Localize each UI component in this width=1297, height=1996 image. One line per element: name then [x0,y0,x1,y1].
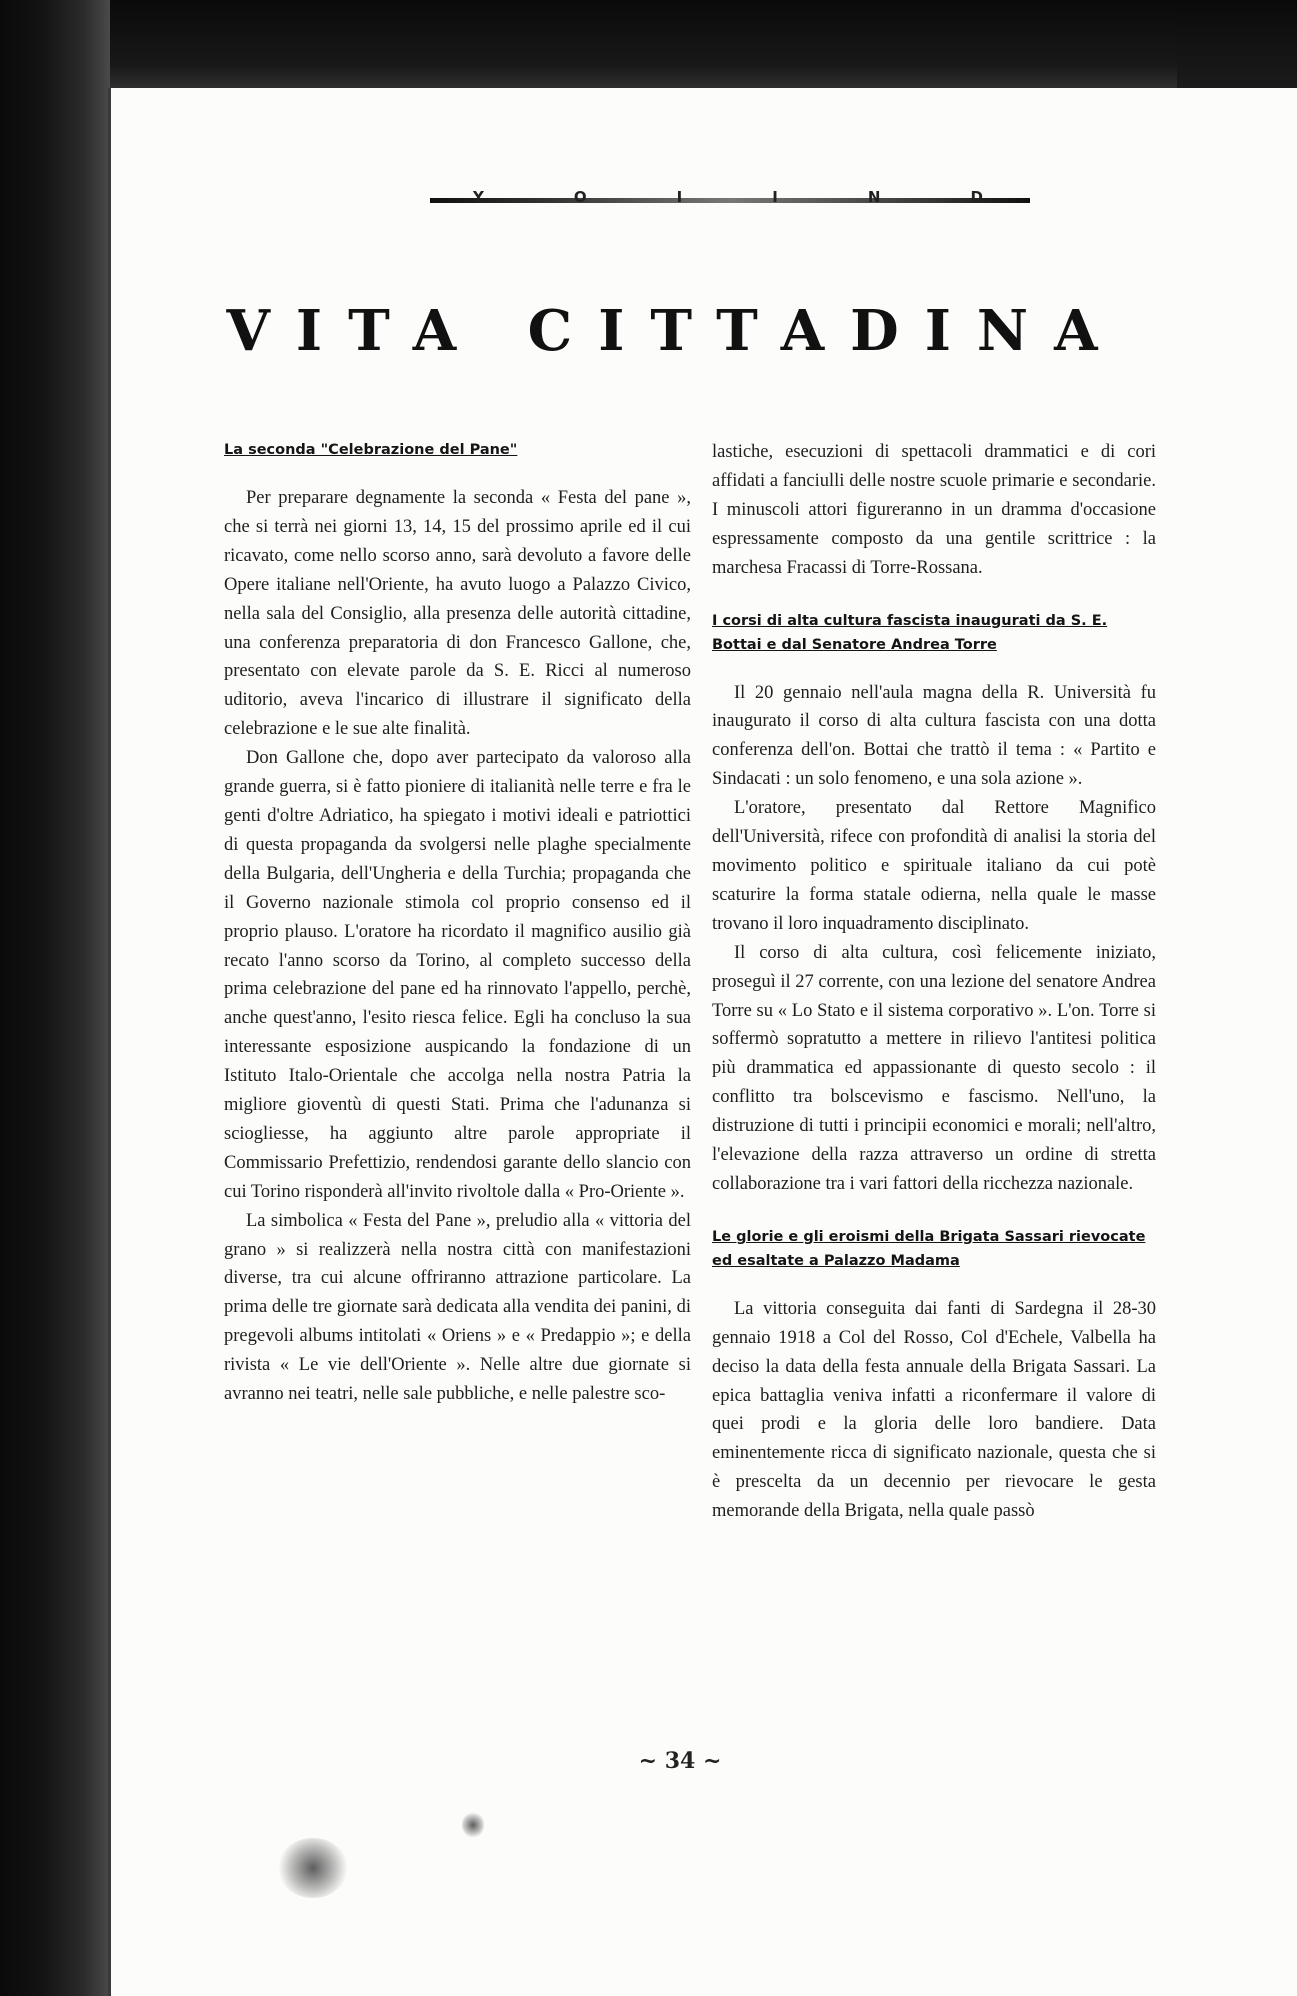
section-title-celebrazione-pane: La seconda "Celebrazione del Pane" [224,442,518,458]
ornament-letter: I [772,188,782,206]
paragraph: Il 20 gennaio nell'aula magna della R. Università fu inaugurato il corso di alta cultura fascista con una dotta conferenza dell'on. Bottai che trattò il tema : « Partito e Sindacati : un solo fenomeno, e una sola azione ». [712,682,1156,790]
ornament-letter: D [970,188,987,206]
section-title-corsi-cultura: I corsi di alta cultura fascista inaugurati da S. E. Bottai e dal Senatore Andrea Torre [712,612,1108,653]
ornament-letter: N [867,188,885,206]
ornament-letter: I [676,188,687,206]
paragraph-continuation: lastiche, esecuzioni di spettacoli drammatici e di cori affidati a fanciulli delle nostre scuole primarie e secondarie. I minuscoli attori figureranno in un dramma d'occasione espressamente composto da una gentile scrittrice : la marchesa Fracassi di Torre-Rossana. [712,442,1156,578]
paragraph: L'oratore, presentato dal Rettore Magnifico dell'Università, rifece con profondità di analisi la storia del movimento politico e spirituale italiano da cui potè scaturire la forma statale odierna, nella quale le masse trovano il loro inquadramento disciplinato. [712,798,1156,934]
ornament-letters [430,186,1030,208]
scan-border-left [0,0,110,1996]
left-column [224,438,691,1409]
header-ornament [430,186,1030,208]
page-number [600,1748,760,1778]
page-number-value: 34 [664,1748,696,1774]
scan-border-top [0,0,1297,92]
page-number-ornament-right: ~ [702,1748,722,1774]
ornament-letter: Y [473,188,488,206]
ink-smudge [278,1838,348,1898]
right-column [712,438,1156,1526]
paragraph: La simbolica « Festa del Pane », preludio alla « vittoria del grano » si realizzerà nella nostra città con manifestazioni diverse, tra cui alcune offriranno attrazione particolare. La prima delle tre giornate sarà dedicata alla vendita dei panini, di pregevoli albums intitolati « Oriens » e « Predappio »; e della rivista « Le vie dell'Oriente ». Nelle altre due giornate si avranno nei teatri, nelle sale pubbliche, e nelle palestre sco- [224,1210,691,1405]
ornament-letter: O [573,188,591,206]
paragraph: Don Gallone che, dopo aver partecipato da valoroso alla grande guerra, si è fatto pioniere di italianità nelle terre e fra le genti d'oltre Adriatico, ha spiegato i motivi ideali e patriottici di questa propaganda da svolgersi nelle plaghe specialmente della Bulgaria, dell'Ungheria e della Turchia; propaganda che il Governo nazionale stimola col proprio consenso ed il proprio plauso. L'oratore ha ricordato il magnifico ausilio già recato l'anno scorso da Torino, al completo successo della prima celebrazione del pane ed ha rinnovato l'appello, perchè, anche quest'anno, l'esito riesca felice. Egli ha concluso la sua interessante esposizione auspicando la fondazione di un Istituto Italo-Orientale che accolga nella nostra Patria la migliore gioventù di questi Stati. Prima che l'adunanza si sciogliesse, ha aggiunto altre parole appropriate il Commissario Prefettizio, rendendosi garante dello slancio con cui Torino risponderà all'invito rivoltole dalla « Pro-Oriente ». [224,748,691,1202]
paragraph: Per preparare degnamente la seconda « Festa del pane », che si terrà nei giorni 13, 14, 15 del prossimo aprile ed il cui ricavato, come nello scorso anno, sarà devoluto a favore delle Opere italiane nell'Oriente, ha avuto luogo a Palazzo Civico, nella sala del Consiglio, alla presenza delle autorità cittadine, una conferenza preparatoria di don Francesco Gallone, che, presentato con elevate parole da S. E. Ricci al numeroso uditorio, aveva l'incarico di illustrare il significato della celebrazione e le sue alte finalità. [224,488,691,740]
ink-speck [462,1812,484,1838]
paragraph: La vittoria conseguita dai fanti di Sardegna il 28-30 gennaio 1918 a Col del Rosso, Col d'Echele, Valbella ha deciso la data della festa annuale della Brigata Sassari. La epica battaglia veniva infatti a riconfermare il valore di quei prodi e la gloria delle loro bandiere. Data eminentemente ricca di significato nazionale, questa che si è prescelta da un decennio per rievocare le gesta memorande della Brigata, nella quale passò [712,1298,1156,1522]
paragraph: Il corso di alta cultura, così felicemente iniziato, proseguì il 27 corrente, con una lezione del senatore Andrea Torre su « Lo Stato e il sistema corporativo ». L'on. Torre si soffermò sopratutto a mettere in rilievo l'antitesi politica più drammatica ed appassionante di questo secolo : il conflitto tra bolscevismo e fascismo. Nell'uno, la distruzione di tutti i principii economici e morali; nell'altro, l'elevazione della razza attraverso un ordine di stretta collaborazione tra i vari fattori della ricchezza nazionale. [712,942,1156,1194]
page-number-ornament-left: ~ [638,1748,658,1774]
page-title: VITA CITTADINA [226,298,1124,364]
section-title-brigata-sassari: Le glorie e gli eroismi della Brigata Sassari rievocate ed esaltate a Palazzo Madama [712,1228,1146,1269]
